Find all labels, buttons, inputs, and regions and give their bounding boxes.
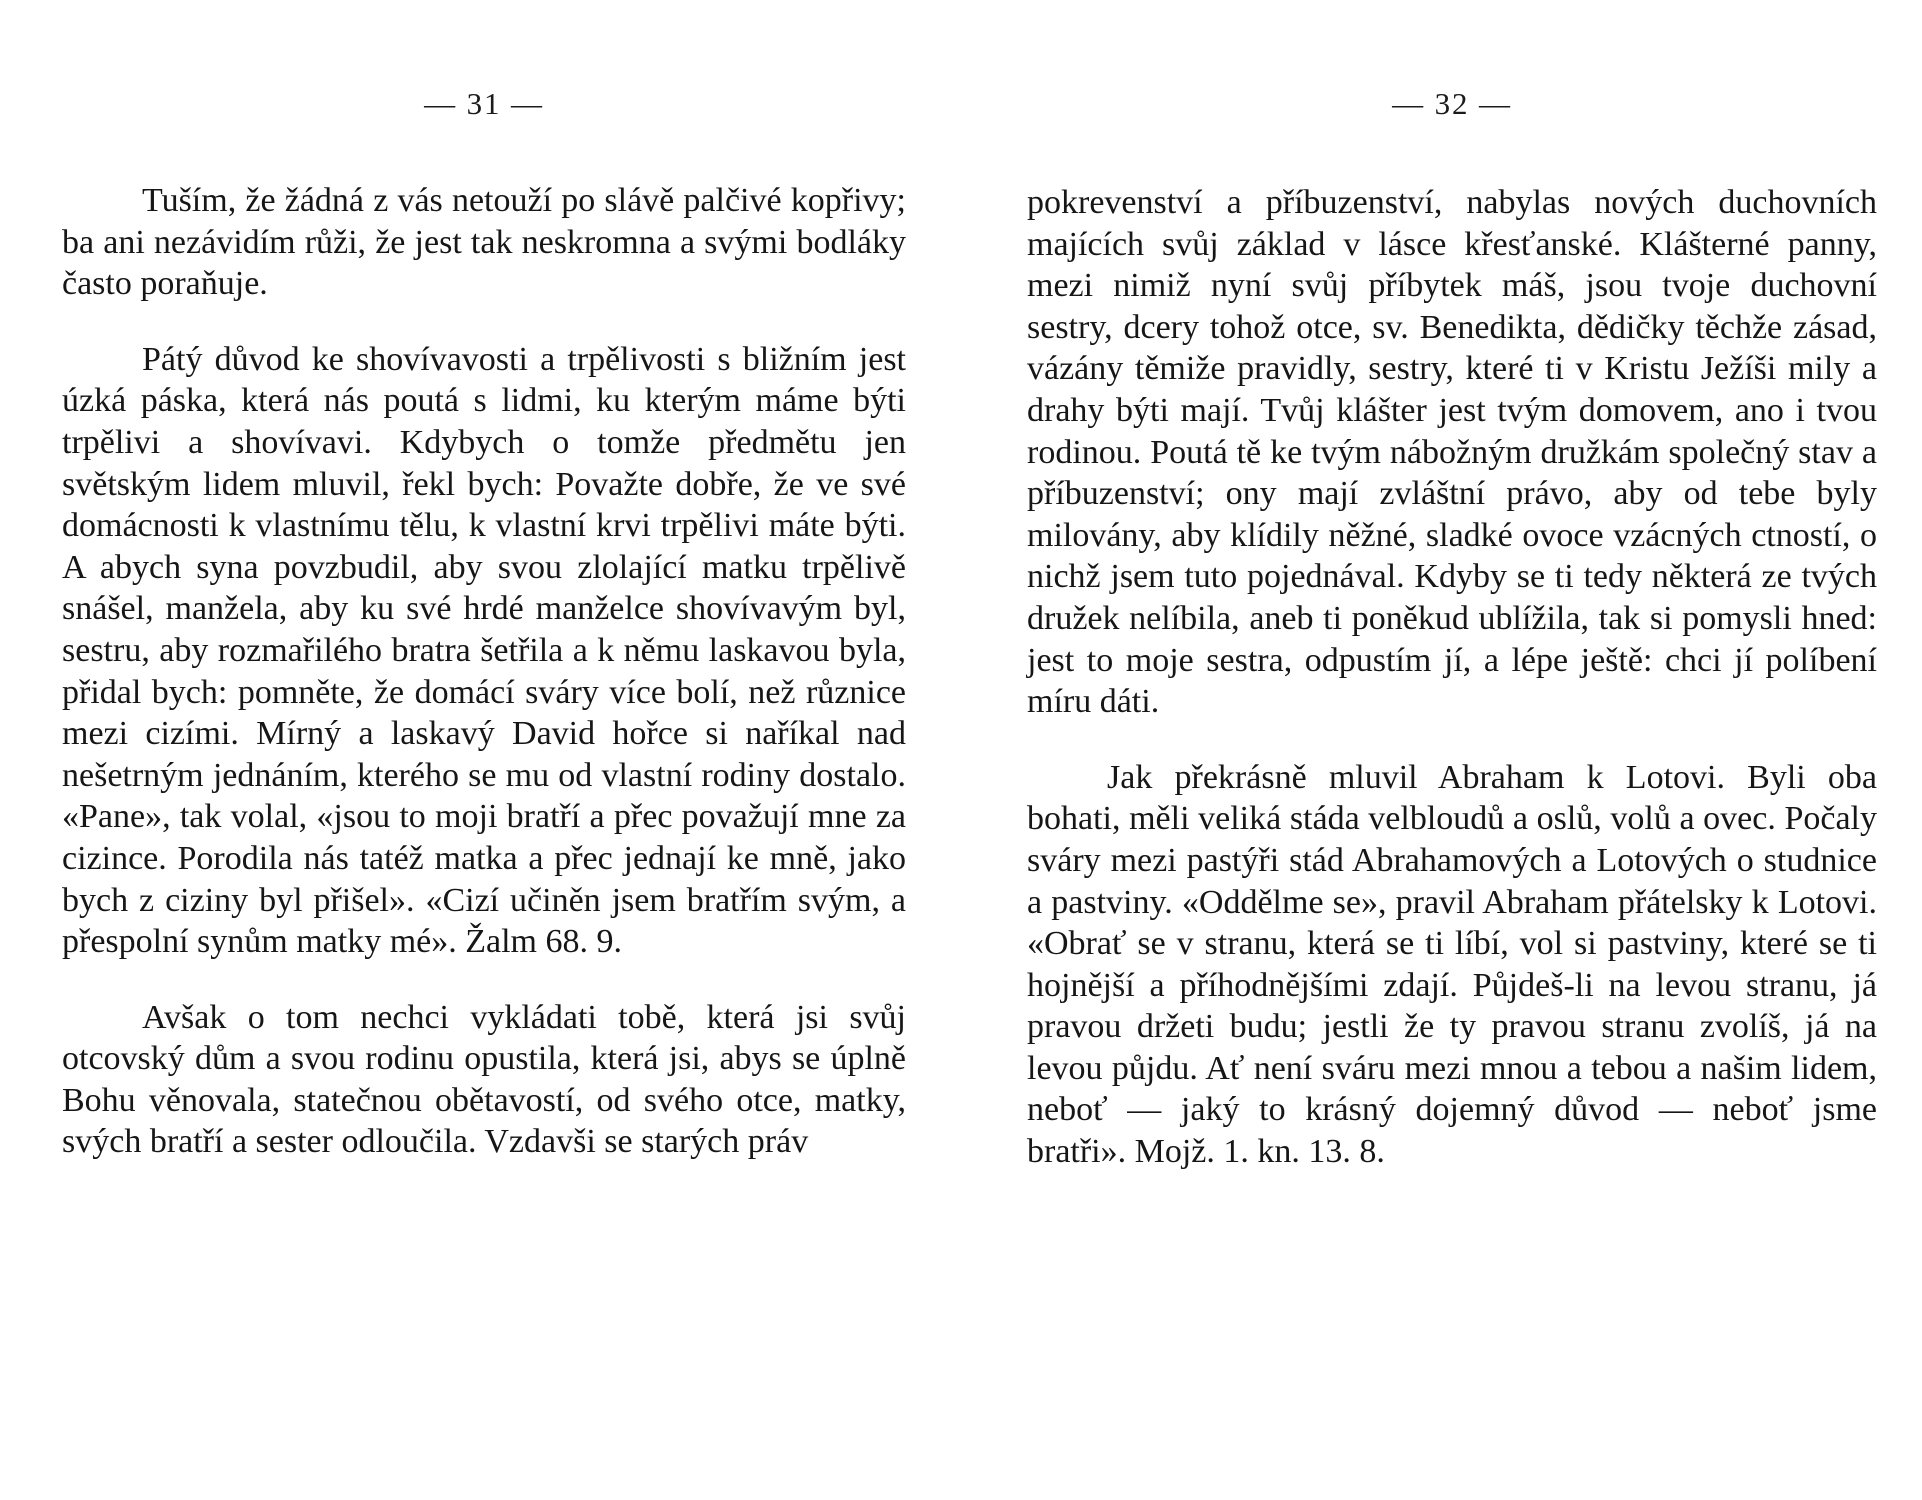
page-number: — 31 — bbox=[424, 86, 544, 121]
paragraph: pokrevenství a příbuzenství, nabylas nových duchovních majících svůj základ v lásce křesťanské. Klášterné panny, mezi nimiž nyní svůj příbytek máš, jsou tvoje duchovní sestry, dcery tohož otce, sv. Benedikta, dědičky těchže zásad, vázány těmiže pravidly, sestry, které ti v Kristu Ježíši mily a drahy býti mají. Tvůj klášter jest tvým domovem, ano i tvou rodinou. Poutá tě ke tvým nábožným družkám společný stav a příbuzenství; ony mají zvláštní právo, aby od tebe byly milovány, aby klídily něžné, sladké ovoce vzácných ctností, o nichž jsem tuto pojednával. Kdyby se ti tedy některá ze tvých družek nelíbila, aneb ti poněkud ublížila, tak si pomysli hned: jest to moje sestra, odpustím jí, a lépe ještě: chci jí políbení míru dáti. bbox=[1027, 184, 1877, 721]
page-text bbox=[62, 180, 906, 1163]
paragraph: Pátý důvod ke shovívavosti a trpělivosti s bližním jest úzká páska, která nás poutá s lidmi, ku kterým máme býti trpělivi a shovívavi. Kdybych o tomže předmětu jen světským lidem mluvil, řekl bych: Považte dobře, že ve své domácnosti k vlastnímu tělu, k vlastní krvi trpělivi máte býti. A abych syna povzbudil, aby svou zlolající matku trpělivě snášel, manžela, aby ku své hrdé manželce shovívavým byl, sestru, aby rozmařilého bratra šetřila a k němu laskavou byla, přidal bych: pomněte, že domácí sváry více bolí, než různice mezi cizími. Mírný a laskavý David hořce si naříkal nad nešetrným jednáním, kterého se mu od vlastní rodiny dostalo. «Pane», tak volal, «jsou to moji bratří a přec považují mne za cizince. Porodila nás tatéž matka a přec jednají ke mně, jako bych z ciziny byl přišel». «Cizí učiněn jsem bratřím svým, a přespolní synům matky mé». Žalm 68. 9. bbox=[62, 340, 906, 961]
paragraph: Avšak o tom nechci vykládati tobě, která jsi svůj otcovský dům a svou rodinu opustila, která jsi, abys se úplně Bohu věnovala, statečnou obětavostí, od svého otce, matky, svých bratří a sester odloučila. Vzdavši se starých práv bbox=[62, 998, 906, 1161]
page-text bbox=[1027, 182, 1877, 1173]
page-number: — 32 — bbox=[1392, 86, 1512, 121]
paragraph: Jak překrásně mluvil Abraham k Lotovi. Byli oba bohati, měli veliká stáda velbloudů a oslů, volů a ovec. Počaly sváry mezi pastýři stád Abrahamových a Lotových o studnice a pastviny. «Oddělme se», pravil Abraham přátelsky k Lotovi. «Obrať se v stranu, která se ti líbí, vol si pastviny, které se ti hojnější a příhodnějšími zdají. Půjdeš-li na levou stranu, já pravou držeti budu; jestli že ty pravou stranu zvolíš, já na levou půjdu. Ať není sváru mezi mnou a tebou a našim lidem, neboť — jaký to krásný dojemný důvod — neboť jsme bratři». Mojž. 1. kn. 13. 8. bbox=[1027, 758, 1877, 1171]
paragraph: Tuším, že žádná z vás netouží po slávě palčivé kopřivy; ba ani nezávidím růži, že jest tak neskromna a svými bodláky často poraňuje. bbox=[62, 182, 906, 303]
